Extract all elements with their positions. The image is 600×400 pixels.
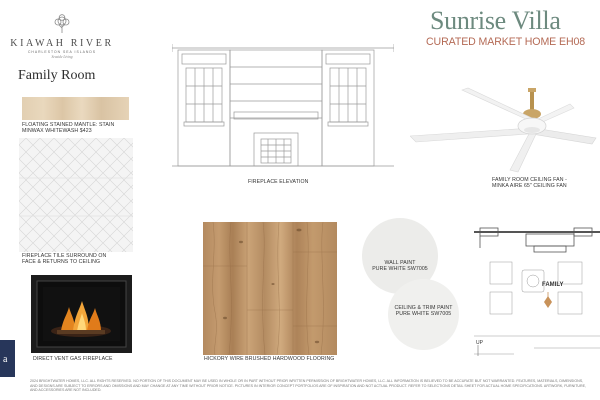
side-tab-letter: a [3,354,8,365]
brand-subtitle: CHARLESTON SEA ISLANDS [27,50,97,54]
brand-block [0,12,124,59]
herringbone-tile-pattern [19,138,133,252]
oak-tree-logo-icon [50,12,74,36]
flooring-caption: HICKORY WIRE BRUSHED HARDWOOD FLOORING [204,356,335,362]
wall-paint-caption: WALL PAINT PURE WHITE SW7005 [372,260,428,273]
gas-fireplace-caption: DIRECT VENT GAS FIREPLACE [33,356,113,362]
floor-plan-sketch [474,226,600,358]
ceiling-fan-caption: FAMILY ROOM CEILING FAN - MINKA AIRE 65" CEILING FAN [492,177,567,190]
ceiling-fan-icon [410,84,600,174]
plan-up-label: UP [476,340,483,346]
mantle-caption: FLOATING STAINED MANTLE: STAIN MINWAX WHITEWASH $423 [22,122,115,135]
brand-script: Seaside Living [51,55,73,59]
fireplace-flame-icon [31,275,132,353]
floor-plan-drawing [474,226,600,358]
ceiling-fan-image [410,84,600,174]
hardwood-flooring-swatch [203,222,337,355]
legal-disclaimer: 2024 BRIGHTWATER HOMES, LLC. ALL RIGHTS RESERVED. NO PORTION OF THIS DOCUMENT MAY BE USED IN WHOLE OR IN PART WITHOUT PRIOR WRITTEN PERMISSION OF BRIGHTWATER HOMES, LLC. ALL INFORMATION IS BELIEVED TO BE ACCURATE BUT NOT WARRANTED. FEATURES, MATERIALS, DIMENSIONS, AND DESIGNS ARE SUBJECT TO ERRORS AND OMISSIONS AND MAY CHANGE AT ANY TIME WITHOUT PRIOR NOTICE. PICTURES IN INTERIOR CONCEPT PORTFOLIOS ARE OF INSPIRATION AND NOT ACTUAL PRODUCT. REFER TO SELECTIONS DETAIL SHEET FOR ACTUAL HOME SPECIFICATIONS. ARTWORK, FURNITURE, AND ACCESSORIES ARE NOT INCLUDED. [30,379,586,393]
mantle-stain-swatch [22,97,129,120]
herringbone-tile-swatch [19,138,133,252]
wood-grain-pattern [203,222,337,355]
fireplace-elevation-caption: FIREPLACE ELEVATION [248,179,309,185]
page-subtitle: CURATED MARKET HOME EH08 [426,36,586,48]
brand-name: KIAWAH RIVER [10,38,114,49]
ceiling-paint-caption: CEILING & TRIM PAINT PURE WHITE SW7005 [394,305,453,318]
room-title: Family Room [18,68,96,83]
tile-caption: FIREPLACE TILE SURROUND ON FACE & RETURNS TO CEILING [22,253,107,266]
fireplace-elevation-sketch [172,42,394,174]
plan-family-label: FAMILY [542,282,564,288]
ceiling-paint-swatch [388,279,459,350]
page-title: Sunrise Villa [430,6,561,35]
gas-fireplace-image [31,275,132,353]
location-marker-icon [544,296,552,308]
side-tab [0,340,15,377]
fireplace-elevation-drawing [172,42,394,174]
